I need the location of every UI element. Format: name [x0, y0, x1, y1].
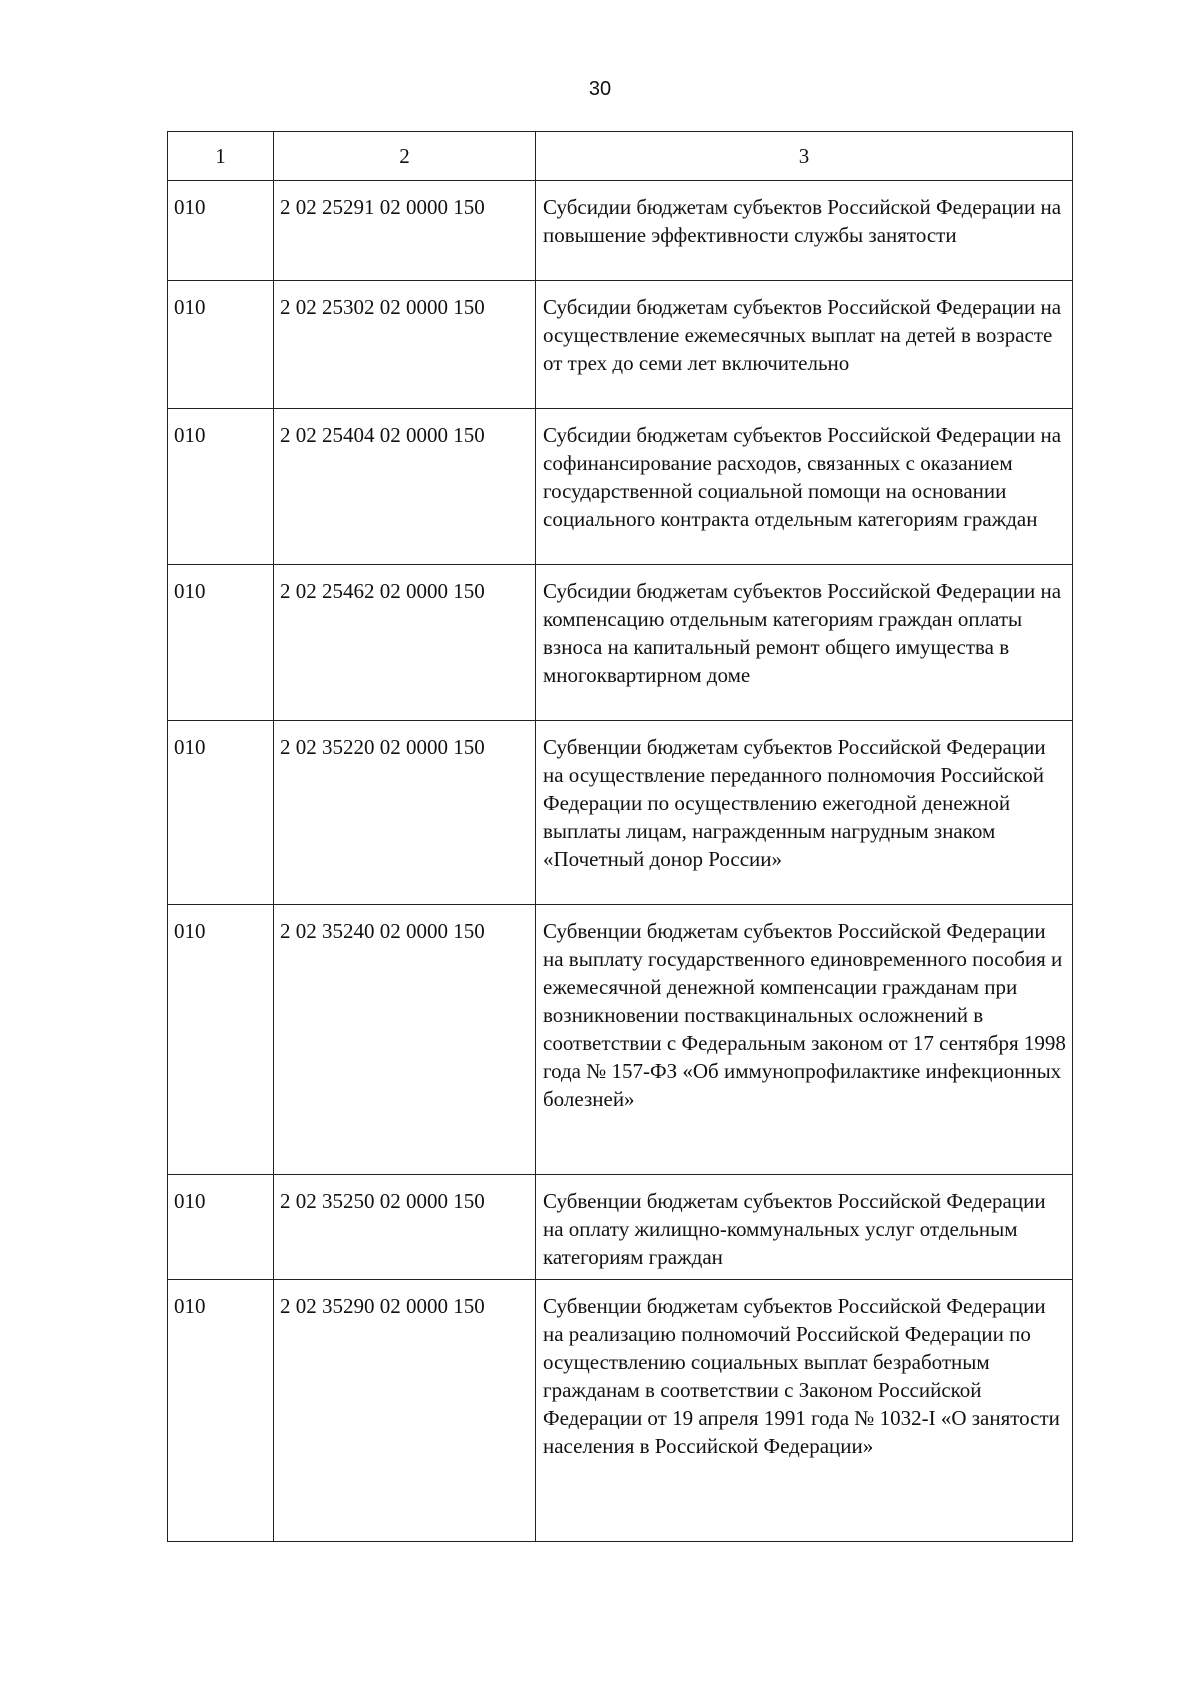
- description-cell: Субсидии бюджетам субъектов Российской Федерации на софинансирование расходов, связанных с оказанием государственной социальной помощи на основании социального контракта отдельным категориям граждан: [536, 409, 1073, 565]
- table-row: [168, 1175, 1073, 1280]
- table-row: [168, 1280, 1073, 1542]
- table-row: [168, 181, 1073, 281]
- header-col-3: 3: [536, 132, 1073, 181]
- page-number: 30: [588, 78, 612, 100]
- kbk-cell: 2 02 35220 02 0000 150: [274, 721, 536, 905]
- admin-code-cell: 010: [168, 1280, 274, 1542]
- kbk-cell: 2 02 35250 02 0000 150: [274, 1175, 536, 1280]
- description-cell: Субсидии бюджетам субъектов Российской Федерации на повышение эффективности службы занятости: [536, 181, 1073, 281]
- table-row: [168, 905, 1073, 1175]
- header-col-2: 2: [274, 132, 536, 181]
- admin-code-cell: 010: [168, 1175, 274, 1280]
- header-col-1: 1: [168, 132, 274, 181]
- kbk-cell: 2 02 25404 02 0000 150: [274, 409, 536, 565]
- kbk-cell: 2 02 35290 02 0000 150: [274, 1280, 536, 1542]
- table-row: [168, 565, 1073, 721]
- table-header-row: [168, 132, 1073, 181]
- table-row: [168, 281, 1073, 409]
- admin-code-cell: 010: [168, 181, 274, 281]
- description-cell: Субвенции бюджетам субъектов Российской Федерации на реализацию полномочий Российской Федерации по осуществлению социальных выплат безработным гражданам в соответствии с Законом Российской Федерации от 19 апреля 1991 года № 1032-I «О занятости населения в Российской Федерации»: [536, 1280, 1073, 1542]
- description-cell: Субсидии бюджетам субъектов Российской Федерации на компенсацию отдельным категориям граждан оплаты взноса на капитальный ремонт общего имущества в многоквартирном доме: [536, 565, 1073, 721]
- description-cell: Субвенции бюджетам субъектов Российской Федерации на оплату жилищно-коммунальных услуг отдельным категориям граждан: [536, 1175, 1073, 1280]
- kbk-cell: 2 02 35240 02 0000 150: [274, 905, 536, 1175]
- table-row: [168, 409, 1073, 565]
- table-row: [168, 721, 1073, 905]
- description-cell: Субвенции бюджетам субъектов Российской Федерации на выплату государственного единовременного пособия и ежемесячной денежной компенсации гражданам при возникновении поствакцинальных осложнений в соответствии с Федеральным законом от 17 сентября 1998 года № 157-ФЗ «Об иммунопрофилактике инфекционных болезней»: [536, 905, 1073, 1175]
- kbk-cell: 2 02 25291 02 0000 150: [274, 181, 536, 281]
- kbk-cell: 2 02 25302 02 0000 150: [274, 281, 536, 409]
- admin-code-cell: 010: [168, 565, 274, 721]
- description-cell: Субсидии бюджетам субъектов Российской Федерации на осуществление ежемесячных выплат на детей в возрасте от трех до семи лет включительно: [536, 281, 1073, 409]
- description-cell: Субвенции бюджетам субъектов Российской Федерации на осуществление переданного полномочия Российской Федерации по осуществлению ежегодной денежной выплаты лицам, награжденным нагрудным знаком «Почетный донор России»: [536, 721, 1073, 905]
- kbk-cell: 2 02 25462 02 0000 150: [274, 565, 536, 721]
- admin-code-cell: 010: [168, 281, 274, 409]
- admin-code-cell: 010: [168, 905, 274, 1175]
- admin-code-cell: 010: [168, 721, 274, 905]
- admin-code-cell: 010: [168, 409, 274, 565]
- budget-codes-table: [167, 131, 1073, 1542]
